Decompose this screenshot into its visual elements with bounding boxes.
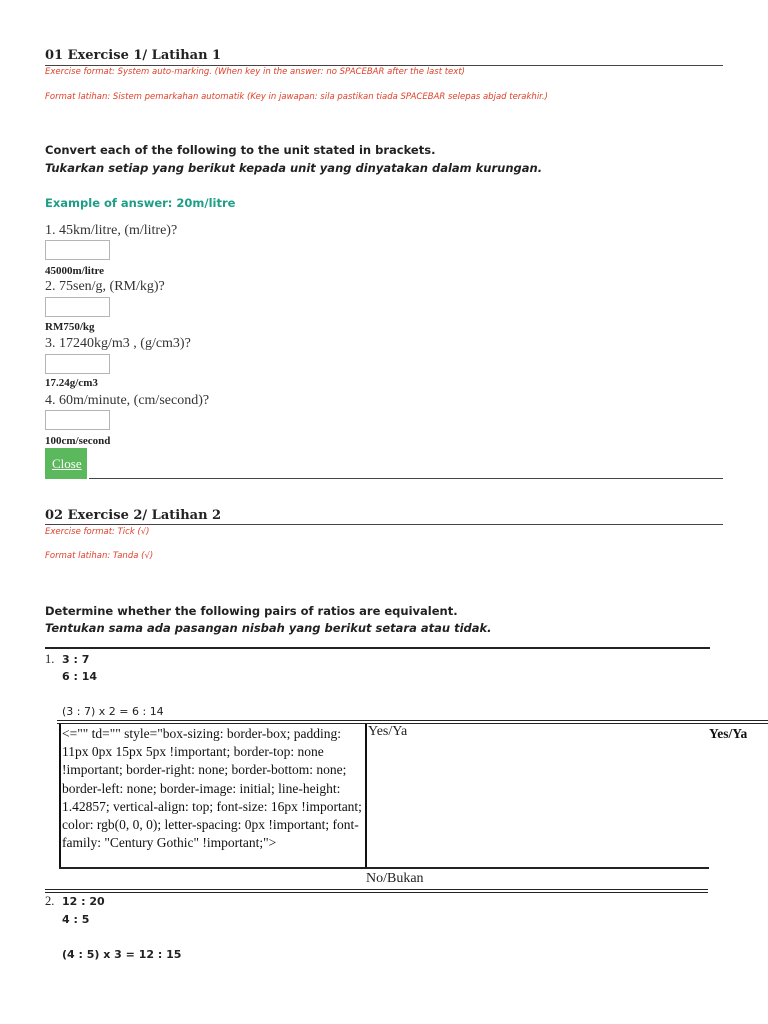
- raw-html-cell: <="" td="" style="box-sizing: border-box; padding: 11px 0px 15px 5px !important; border-top: none !important; border-right: none; border-bottom: none; border-left: none; border-image: initial; line-height: 1.42857; vertical-align: top; font-size: 16px !important; color: rgb(0, 0, 0); letter-spacing: 0px !important; font-family: "Century Gothic" !important;">: [62, 726, 362, 851]
- ratio-question-2-ratio-a: 12 : 20: [62, 895, 105, 908]
- exercise-1-format-ms: Format latihan: Sistem pemarkahan automatik (Key in jawapan: sila pastikan tiada SPACEBAR selepas abjad terakhir.): [45, 92, 548, 102]
- exercise-1-title: 01 Exercise 1/ Latihan 1: [45, 48, 222, 63]
- table-bottom-rule-1: [45, 889, 708, 890]
- close-button-label[interactable]: Close: [52, 456, 82, 471]
- ratio-question-1-working: [62, 705, 164, 718]
- question-3-correct-answer: 17.24g/cm3: [45, 377, 98, 389]
- option-yes[interactable]: Yes/Ya: [368, 724, 408, 739]
- table-top-rule-1: [57, 720, 768, 721]
- question-2-text: 2. 75sen/g, (RM/kg)?: [45, 279, 165, 294]
- table-row-divider: [59, 867, 709, 869]
- table-left-border: [59, 724, 61, 868]
- exercise-2-instruction-ms: Tentukan sama ada pasangan nisbah yang berikut setara atau tidak.: [45, 621, 492, 635]
- table-bottom-rule-2: [45, 892, 708, 893]
- close-button[interactable]: [45, 448, 89, 479]
- option-yes-answer: Yes/Ya: [709, 726, 748, 741]
- exercise-2-title: 02 Exercise 2/ Latihan 2: [45, 508, 222, 523]
- exercise-2-instruction-en: Determine whether the following pairs of ratios are equivalent.: [45, 604, 458, 618]
- ratio-question-1-ratio-a: 3 : 7: [62, 653, 90, 666]
- option-no[interactable]: No/Bukan: [366, 871, 424, 886]
- ratio-question-2-ratio-b: 4 : 5: [62, 913, 90, 926]
- question-1-answer-input[interactable]: [45, 240, 110, 260]
- table-top-rule-2: [57, 723, 768, 724]
- question-4-correct-answer: 100cm/second: [45, 435, 111, 447]
- question-4-answer-input[interactable]: [45, 410, 110, 430]
- exercise-1-title-rule: [45, 65, 723, 66]
- exercise-1-bottom-rule: [89, 478, 723, 479]
- exercise-2-title-rule: [45, 524, 723, 525]
- question-2-correct-answer: RM750/kg: [45, 321, 95, 333]
- question-1-text: 1. 45km/litre, (m/litre)?: [45, 223, 178, 238]
- question-4-text: 4. 60m/minute, (cm/second)?: [45, 393, 210, 408]
- example-answer: Example of answer: 20m/litre: [45, 196, 236, 210]
- ratio-question-1-working-text: (3 : 7) x 2 = 6 : 14: [62, 705, 164, 718]
- ratio-question-1-ratio-b: 6 : 14: [62, 670, 98, 683]
- question-3-text: 3. 17240kg/m3 , (g/cm3)?: [45, 336, 191, 351]
- question-1-top-rule: [45, 647, 710, 649]
- exercise-2-format-ms: Format latihan: Tanda (√): [45, 551, 154, 561]
- question-1-correct-answer: 45000m/litre: [45, 265, 105, 277]
- ratio-question-2-working: (4 : 5) x 3 = 12 : 15: [62, 948, 182, 961]
- ratio-question-1-number: 1.: [45, 652, 55, 666]
- question-3-answer-input[interactable]: [45, 354, 110, 374]
- table-mid-border: [365, 724, 367, 868]
- exercise-1-instruction-en: Convert each of the following to the unit stated in brackets.: [45, 143, 436, 157]
- exercise-1-format-en: Exercise format: System auto-marking. (When key in the answer: no SPACEBAR after the last text): [45, 67, 465, 77]
- exercise-2-format-en: Exercise format: Tick (√): [45, 527, 150, 537]
- exercise-1-instruction-ms: Tukarkan setiap yang berikut kepada unit yang dinyatakan dalam kurungan.: [45, 161, 543, 175]
- question-2-answer-input[interactable]: [45, 297, 110, 317]
- ratio-question-2-number: 2.: [45, 894, 55, 908]
